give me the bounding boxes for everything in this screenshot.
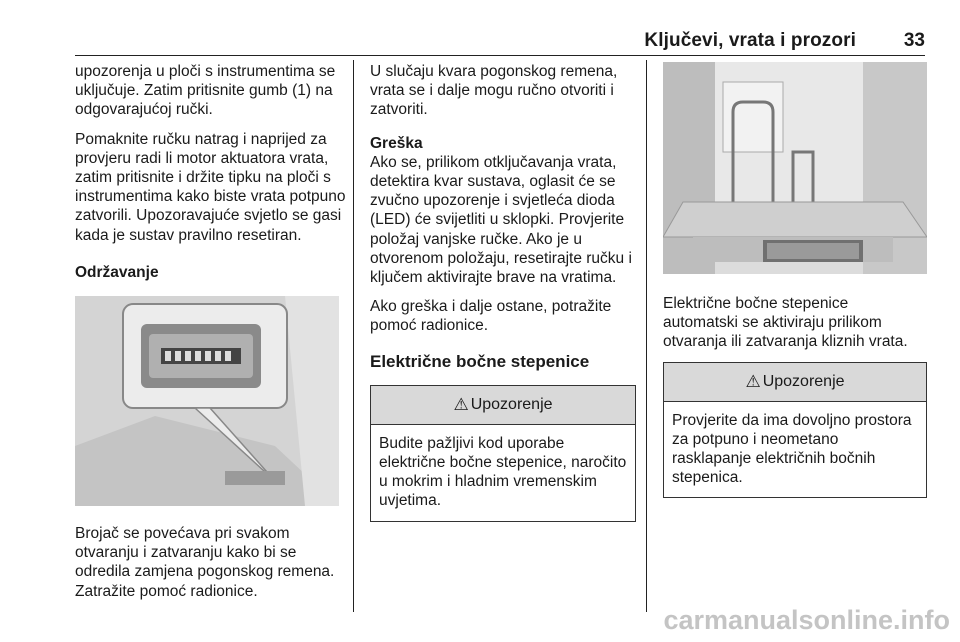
error-text: Ako se, prilikom otključavanja vrata, detektira kvar sustava, oglasit će se zvučno upozorenje i svjetleća dioda (LED) će svijetliti u sklopki. Provjerite položaj vanjske ručke. Ako je u otvorenom položaju, resetirajte ručku i ključem aktivirajte brave na vratima. — [370, 153, 632, 287]
error-label: Greška — [370, 134, 423, 152]
section-heading-maintenance: Održavanje — [75, 263, 159, 281]
counter-figure-svg — [75, 296, 339, 506]
column-3 — [663, 62, 927, 508]
warning-triangle-icon: ⚠ — [745, 372, 761, 391]
warning-title: Upozorenje — [762, 373, 845, 390]
paragraph: Ako greška i dalje ostane, potražite pomoć radionice. — [370, 298, 612, 335]
paragraph: Pomaknite ručku natrag i naprijed za provjeru radi li motor aktuatora vrata, zatim pritisnite i držite tipku na ploči s instrumentima kako biste vrata potpuno zatvorili. Upozoravajuće svjetlo se gasi kada je sustav pravilno resetiran. — [75, 130, 346, 244]
warning-header — [664, 363, 926, 402]
section-heading-side-steps: Električne bočne stepenice — [370, 351, 590, 371]
paragraph: Brojač se povećava pri svakom otvaranju i zatvaranju kako bi se odredila zamjena pogonskog remena. Zatražite pomoć radionice. — [75, 525, 335, 600]
warning-box — [370, 385, 636, 522]
warning-body: Budite pažljivi kod uporabe električne bočne stepenice, naročito u mokrim i hladnim vremenskim uvjetima. — [379, 434, 627, 510]
warning-triangle-icon: ⚠ — [453, 395, 469, 415]
page-number: 33 — [903, 30, 925, 51]
column-divider-1 — [353, 60, 354, 612]
column-divider-2 — [646, 60, 647, 612]
warning-box — [663, 362, 927, 499]
warning-title: Upozorenje — [470, 396, 553, 414]
maintenance-counter-illustration — [75, 296, 339, 506]
warning-header — [371, 386, 635, 425]
running-header-title: Ključevi, vrata i prozori — [644, 30, 856, 51]
paragraph: Električne bočne stepenice automatski se aktiviraju prilikom otvaranja ili zatvaranja kliznih vrata. — [663, 295, 908, 351]
paragraph: U slučaju kvara pogonskog remena, vrata se i dalje mogu ručno otvoriti i zatvoriti. — [370, 63, 618, 119]
column-1 — [75, 62, 347, 611]
paragraph: upozorenja u ploči s instrumentima se uključuje. Zatim pritisnite gumb (1) na odgovarajućoj ručki. — [75, 63, 336, 119]
column-2 — [370, 62, 636, 532]
header-divider — [75, 55, 925, 56]
side-steps-illustration — [663, 62, 927, 274]
side-steps-figure-svg — [663, 62, 927, 274]
watermark: carmanualsonline.info — [663, 605, 950, 635]
error-section — [370, 134, 636, 288]
warning-body: Provjerite da ima dovoljno prostora za potpuno i neometano rasklapanje električnih bočnih stepenica. — [672, 411, 912, 487]
